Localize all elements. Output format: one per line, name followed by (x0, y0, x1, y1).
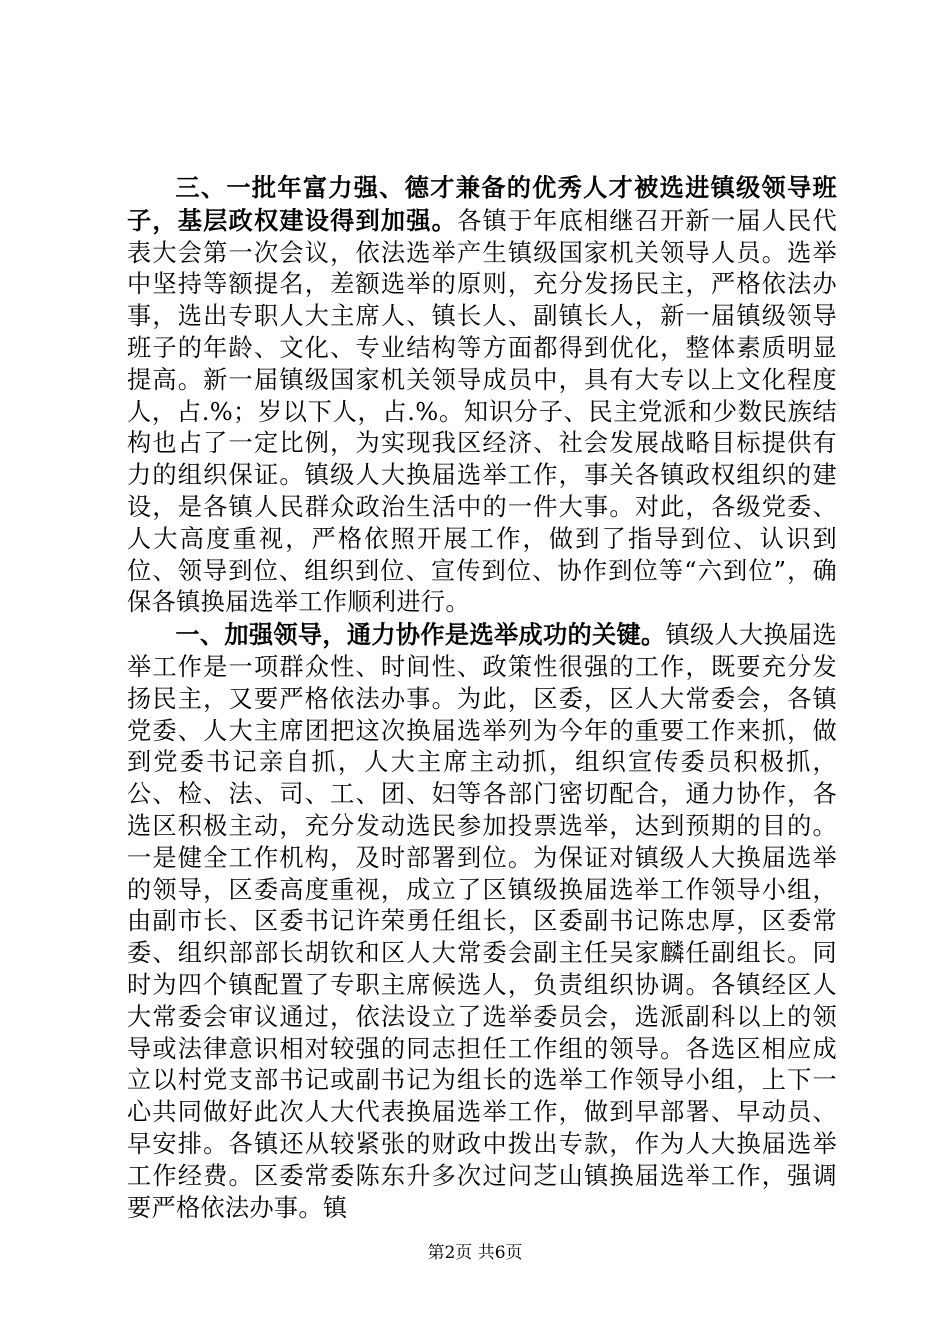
page-number-label: 第2页 共6页 (427, 1243, 523, 1263)
document-body (127, 172, 837, 1224)
paragraph-section-one (127, 619, 837, 1224)
paragraph-heading: 三、一批年富力强、德才兼备的优秀人才被选进镇级领导班子，基层政权建设得到加强。 (127, 173, 837, 235)
paragraph-text: 各镇于年底相继召开新一届人民代表大会第一次会议，依法选举产生镇级国家机关领导人员。选举中坚持等额提名，差额选举的原则，充分发扬民主，严格依法办事，选出专职人大主席人、镇长人、副镇长人，新一届镇级领导班子的年龄、文化、专业结构等方面都得到优化，整体素质明显提高。新一届镇级国家机关领导成员中，具有大专以上文化程度人，占.%；岁以下人，占.%。知识分子、民主党派和少数民族结构也占了一定比例，为实现我区经济、社会发展战略目标提供有力的组织保证。镇级人大换届选举工作，事关各镇政权组织的建设，是各镇人民群众政治生活中的一件大事。对此，各级党委、人大高度重视，严格依照开展工作，做到了指导到位、认识到位、领导到位、组织到位、宣传到位、协作到位等“六到位”，确保各镇换届选举工作顺利进行。 (127, 206, 837, 617)
paragraph-heading: 一、加强领导，通力协作是选举成功的关键。 (175, 620, 666, 650)
paragraph-text: 镇级人大换届选举工作是一项群众性、时间性、政策性很强的工作，既要充分发扬民主，又要严格依法办事。为此，区委，区人大常委会，各镇党委、人大主席团把这次换届选举列为今年的重要工作来抓，做到党委书记亲自抓，人大主席主动抓，组织宣传委员积极抓，公、检、法、司、工、团、妇等各部门密切配合，通力协作，各选区积极主动，充分发动选民参加投票选举，达到预期的目的。一是健全工作机构，及时部署到位。为保证对镇级人大换届选举的领导，区委高度重视，成立了区镇级换届选举工作领导小组，由副市长、区委书记许荣勇任组长，区委副书记陈忠厚，区委常委、组织部部长胡钦和区人大常委会副主任吴家麟任副组长。同时为四个镇配置了专职主席候选人，负责组织协调。各镇经区人大常委会审议通过，依法设立了选举委员会，选派副科以上的领导或法律意识相对较强的同志担任工作组的领导。各选区相应成立以村党支部书记或副书记为组长的选举工作领导小组，上下一心共同做好此次人大代表换届选举工作，做到早部署、早动员、早安排。各镇还从较紧张的财政中拨出专款，作为人大换届选举工作经费。区委常委陈东升多次过问芝山镇换届选举工作，强调要严格依法办事。镇 (127, 621, 837, 1222)
paragraph-section-three (127, 172, 837, 619)
page-footer (0, 1242, 950, 1264)
